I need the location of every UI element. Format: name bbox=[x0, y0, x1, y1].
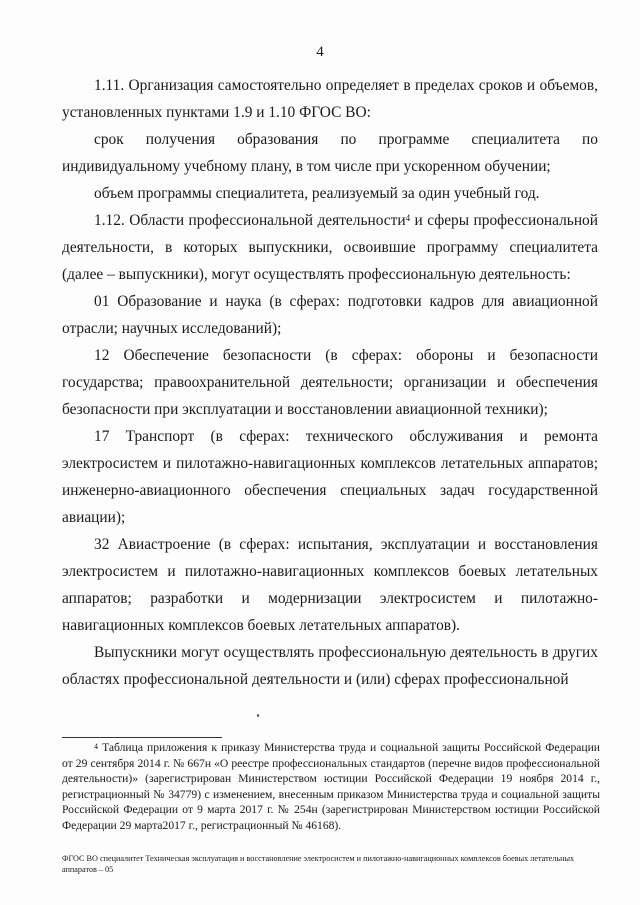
footnote-4 bbox=[62, 740, 600, 834]
paragraph-volume: объем программы специалитета, реализуемый за один учебный год. bbox=[94, 185, 540, 202]
page-number: 4 bbox=[316, 44, 324, 60]
footnote-divider bbox=[62, 737, 222, 738]
paragraph-area-17: 17 Транспорт (в сферах: технического обслуживания и ремонта электросистем и пилотажно-навигационных комплексов летательных аппаратов; инженерно-авиационного обеспечения специальных задач государственной авиации); bbox=[62, 428, 598, 526]
paragraph-area-12: 12 Обеспечение безопасности (в сферах: обороны и безопасности государства; правоохранительной деятельности; организации и обеспечения безопасности при эксплуатации и восстановлении авиационной техники); bbox=[62, 347, 598, 418]
footnote-marker: 4 bbox=[94, 742, 98, 751]
paragraph-term: срок получения образования по программе специалитета по индивидуальному учебному плану, в том числе при ускоренном обучении; bbox=[62, 131, 598, 175]
paragraph-area-01: 01 Образование и наука (в сферах: подготовки кадров для авиационной отрасли; научных исследований); bbox=[62, 293, 598, 337]
paragraph-area-32: 32 Авиастроение (в сферах: испытания, эксплуатации и восстановления электросистем и пилотажно-навигационных комплексов боевых летательных аппаратов; разработки и модернизации электросистем и пилотажно-навигационных комплексов боевых летательных аппаратов). bbox=[62, 536, 598, 634]
footnote-text: Таблица приложения к приказу Министерства труда и социальной защиты Российской Федерации от 29 сентября 2014 г. № 667н «О реестре профессиональных стандартов (перечне видов профессиональной деятельности)» (зарегистрирован Министерством юстиции Российской Федерации 19 ноября 2014 г., регистрационный № 34779) с изменением, внесенным приказом Министерства труда и социальной защиты Российской Федерации от 9 марта 2017 г. № 254н (зарегистрирован Министерством юстиции Российской Федерации 29 марта2017 г., регистрационный № 46168). bbox=[62, 741, 600, 832]
paragraph-1-11: 1.11. Организация самостоятельно определяет в пределах сроков и объемов, установленных пунктами 1.9 и 1.10 ФГОС ВО: bbox=[62, 77, 598, 121]
footnote-reference: 4 bbox=[405, 213, 411, 223]
scan-speck bbox=[257, 714, 259, 717]
document-body bbox=[62, 72, 598, 693]
paragraph-1-12-end: и сферы профессиональной деятельности, в которых выпускники, освоившие программу специалитета (далее – выпускники), могут осуществлять профессиональную деятельность: bbox=[62, 212, 598, 283]
paragraph-1-12 bbox=[62, 207, 598, 288]
running-footer: ФГОС ВО специалитет Техническая эксплуатация и восстановление электросистем и пилотажно-навигационных комплексов боевых летательных аппаратов – 05 bbox=[62, 854, 575, 874]
paragraph-graduates: Выпускники могут осуществлять профессиональную деятельность в других областях профессиональной деятельности и (или) сферах профессиональной bbox=[62, 644, 598, 688]
paragraph-1-12-start: 1.12. Области профессиональной деятельности bbox=[94, 212, 406, 229]
